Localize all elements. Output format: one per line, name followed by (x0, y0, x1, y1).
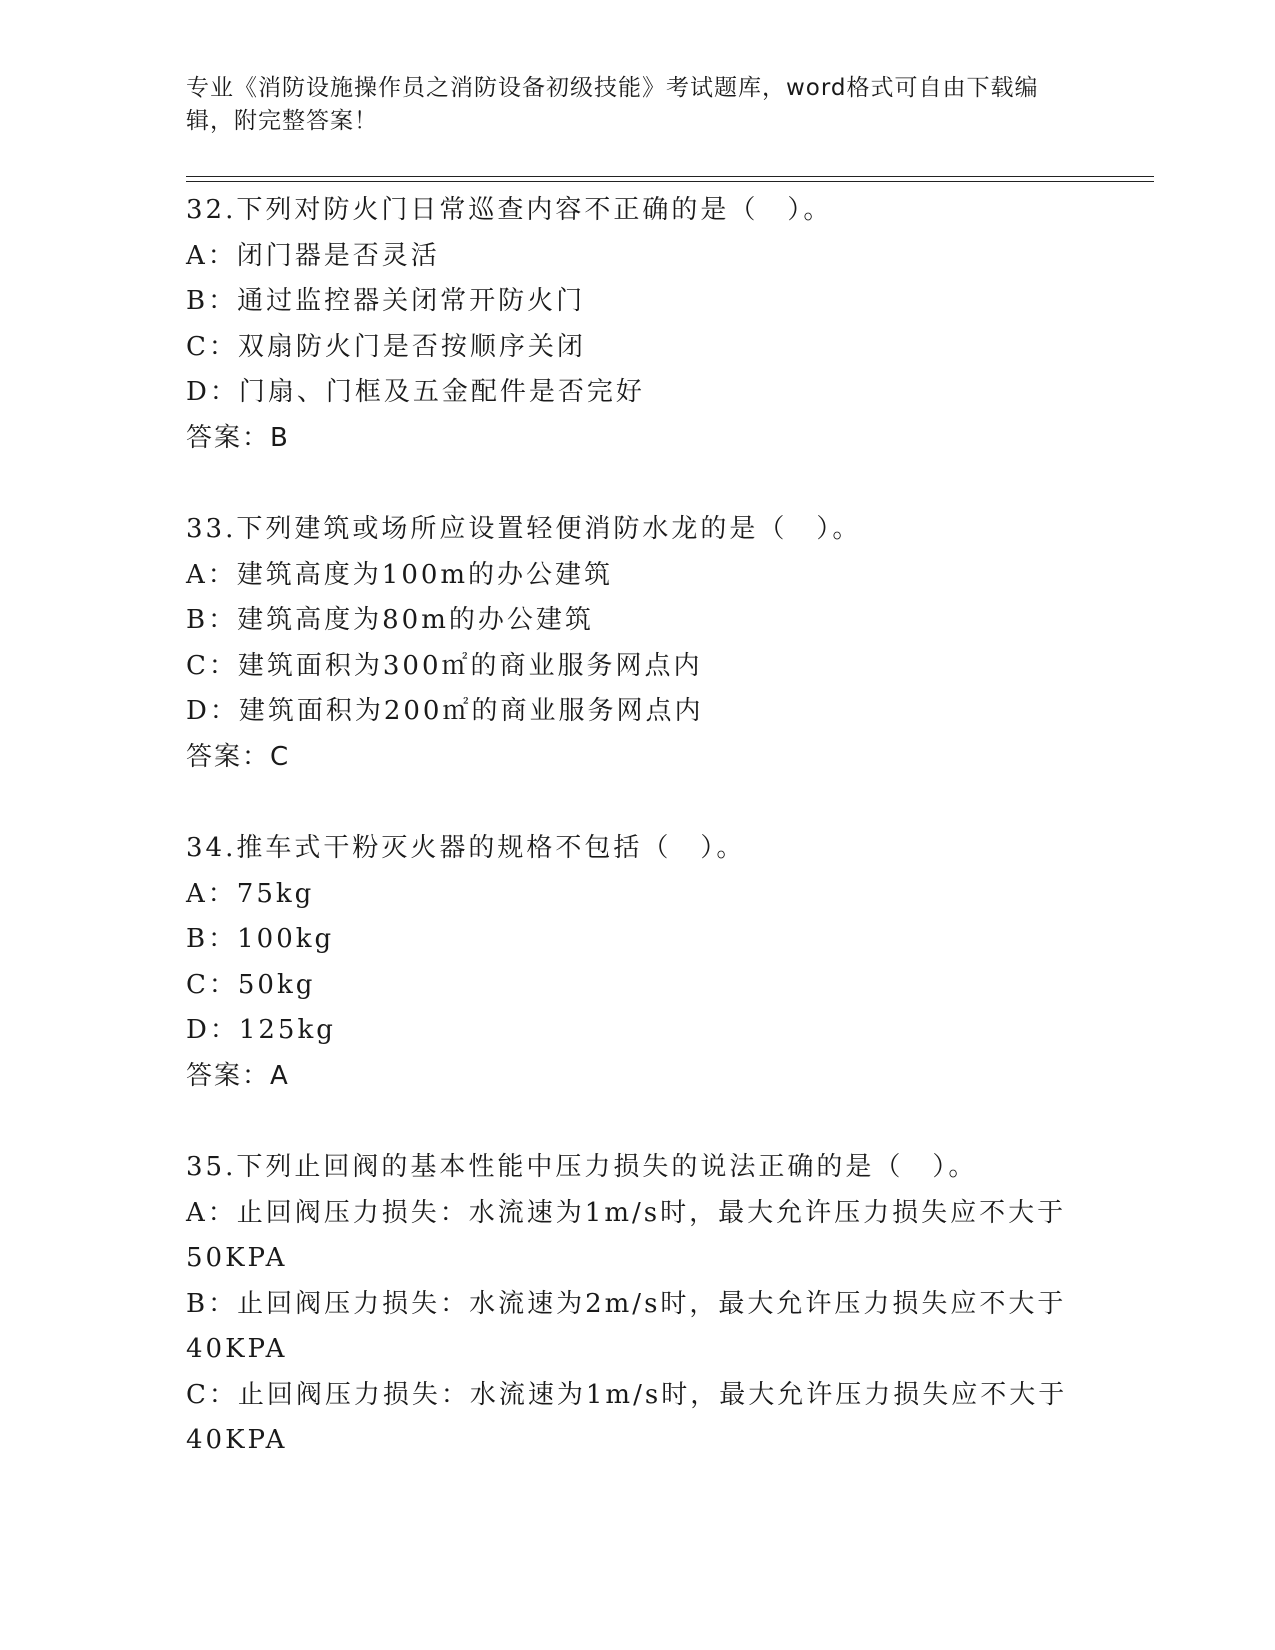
question-33 (186, 507, 1086, 780)
option-b: B：通过监控器关闭常开防火门 (186, 286, 586, 316)
option-a: A：75kg (186, 878, 315, 909)
option-b: B：100kg (186, 924, 335, 954)
header-divider-top (186, 176, 1154, 177)
question-stem: 34.推车式干粉灭火器的规格不包括（ ）。 (186, 833, 746, 863)
option-a: A：建筑高度为100m的办公建筑 (186, 559, 614, 590)
option-d: D：125kg (186, 1015, 336, 1045)
option-a: A：闭门器是否灵活 (186, 240, 440, 271)
option-c: C：双扇防火门是否按顺序关闭 (186, 331, 586, 362)
answer-label: 答案：A (186, 1060, 290, 1091)
option-c: C：止回阀压力损失：水流速为1m/s时，最大允许压力损失应不大于40KPA (186, 1379, 1068, 1455)
option-c: C：建筑面积为300㎡的商业服务网点内 (186, 650, 703, 681)
question-32 (186, 188, 1086, 461)
option-d: D：建筑面积为200㎡的商业服务网点内 (186, 696, 704, 726)
option-d: D：门扇、门框及五金配件是否完好 (186, 377, 645, 407)
option-b: B：建筑高度为80m的办公建筑 (186, 605, 594, 635)
option-a: A：止回阀压力损失：水流速为1m/s时，最大允许压力损失应不大于50KPA (186, 1197, 1067, 1273)
question-34 (186, 826, 1086, 1099)
question-stem: 35.下列止回阀的基本性能中压力损失的说法正确的是（ ）。 (186, 1152, 978, 1182)
question-35 (186, 1145, 1086, 1464)
question-list (186, 188, 1086, 1510)
option-b: B：止回阀压力损失：水流速为2m/s时，最大允许压力损失应不大于40KPA (186, 1288, 1067, 1364)
option-c: C：50kg (186, 969, 316, 1000)
document-header: 专业《消防设施操作员之消防设备初级技能》考试题库，word格式可自由下载编辑，附完整答案！ (186, 75, 1039, 134)
header-divider-bottom (186, 181, 1154, 182)
question-stem: 33.下列建筑或场所应设置轻便消防水龙的是（ ）。 (186, 514, 862, 544)
answer-label: 答案：B (186, 422, 290, 453)
question-stem: 32.下列对防火门日常巡查内容不正确的是（ ）。 (186, 195, 833, 225)
answer-label: 答案：C (186, 741, 291, 772)
